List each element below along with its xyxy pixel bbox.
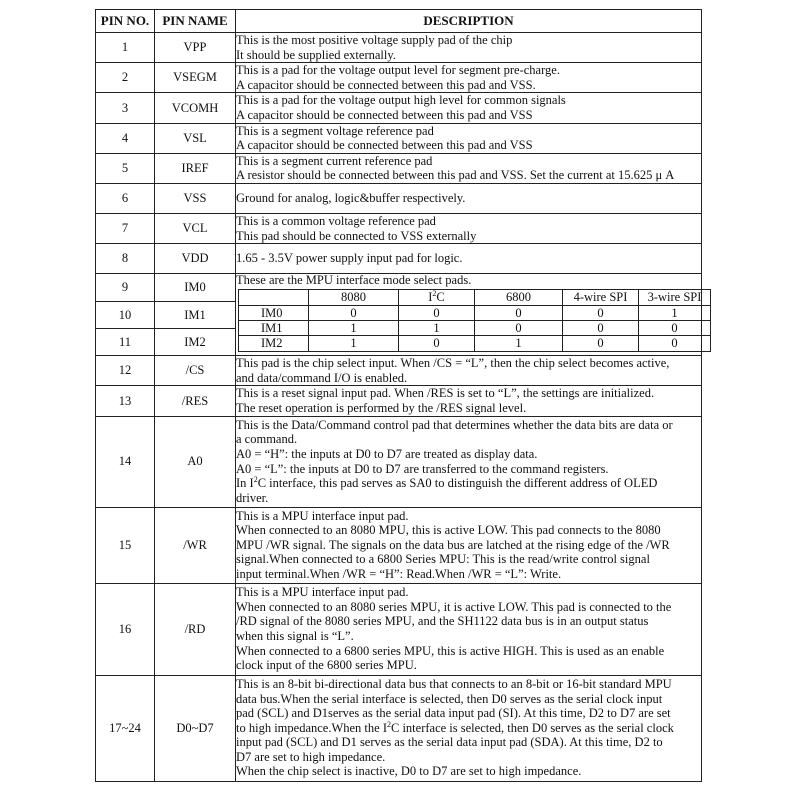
mode-row-label: IM2 (239, 336, 309, 351)
description-line: This is an 8-bit bi-directional data bus that connects to an 8-bit or 16-bit standard MPU (236, 676, 672, 691)
description-line: D7 are set to high impedance. (236, 749, 386, 764)
pin-description (236, 93, 702, 123)
pin-description (236, 183, 702, 213)
pin-description (236, 123, 702, 153)
pin-number: 8 (96, 244, 155, 274)
mode-cell: 0 (563, 305, 639, 320)
description-line: It should be supplied externally. (236, 47, 396, 62)
header-pin-name: PIN NAME (155, 10, 236, 33)
description-line: This pad should be connected to VSS externally (236, 228, 477, 243)
description-line: A resistor should be connected between this pad and VSS. Set the current at 15.625 μ A (236, 168, 675, 183)
pin-description (236, 274, 702, 356)
mode-row-label: IM1 (239, 320, 309, 335)
mode-header-row (239, 290, 711, 305)
interface-mode-table (238, 289, 711, 352)
mode-cell: 0 (639, 336, 711, 351)
mode-header: 3-wire SPI (639, 290, 711, 305)
description-line: This is a reset signal input pad. When /RES is set to “L”, the settings are initialized. (236, 386, 655, 401)
mode-cell: 0 (309, 305, 399, 320)
pin-number: 1 (96, 33, 155, 63)
description-line: signal.When connected to a 6800 Series MPU: This is the read/write control signal (236, 552, 650, 567)
mode-cell: 1 (639, 305, 711, 320)
pin-number: 3 (96, 93, 155, 123)
mode-cell: 1 (475, 336, 563, 351)
description-line: When connected to an 8080 MPU, this is active LOW. This pad connects to the 8080 (236, 523, 661, 538)
mode-header: $I^2C$ (399, 290, 475, 305)
description-line: This is a MPU interface input pad. (236, 508, 409, 523)
description-line: to high impedance.When the $I^2C$ interface is selected, then D0 serves as the serial clock (236, 720, 674, 735)
header-description: DESCRIPTION (236, 10, 702, 33)
table-row (96, 183, 702, 213)
description-line: a command. (236, 432, 298, 447)
table-row (96, 386, 702, 416)
description-line: /RD signal of the 8080 series MPU, and the SH1122 data bus is in an output status (236, 614, 649, 629)
mode-header: 8080 (309, 290, 399, 305)
pin-name: VSS (155, 183, 236, 213)
header-pin-no: PIN NO. (96, 10, 155, 33)
mode-cell: 0 (475, 305, 563, 320)
table-row (96, 93, 702, 123)
pin-description (236, 153, 702, 183)
description-line: This is a common voltage reference pad (236, 213, 436, 228)
mode-header: 6800 (475, 290, 563, 305)
description-line: A0 = “L”: the inputs at D0 to D7 are transferred to the command registers. (236, 461, 609, 476)
pin-number: 2 (96, 63, 155, 93)
description-line: This is a pad for the voltage output high level for common signals (236, 93, 566, 108)
description-line: When connected to an 8080 series MPU, it is active LOW. This pad is connected to the (236, 599, 672, 614)
mode-cell: 0 (399, 336, 475, 351)
description-line: MPU /WR signal. The signals on the data bus are latched at the rising edge of the /WR (236, 537, 670, 552)
table-row (96, 675, 702, 781)
pin-description (236, 416, 702, 507)
description-line: and data/command I/O is enabled. (236, 370, 408, 385)
mode-row (239, 320, 711, 335)
description-line: A0 = “H”: the inputs at D0 to D7 are treated as display data. (236, 446, 538, 461)
description-line: input pad (SCL) and D1 serves as the serial data input pad (SDA). At this time, D2 to (236, 735, 663, 750)
header-row (96, 10, 702, 33)
description-line: A capacitor should be connected between this pad and VSS (236, 107, 533, 122)
description-line: Ground for analog, logic&buffer respectively. (236, 191, 466, 206)
table-row (96, 33, 702, 63)
pin-name: VCOMH (155, 93, 236, 123)
mode-cell: 1 (309, 336, 399, 351)
description-line: clock input of the 6800 series MPU. (236, 658, 417, 673)
table-row (96, 416, 702, 507)
description-line: This is a segment current reference pad (236, 153, 433, 168)
pin-description (236, 213, 702, 243)
pin-description (236, 675, 702, 781)
pin-name: /RES (155, 386, 236, 416)
pin-name: VSL (155, 123, 236, 153)
pin-name: /WR (155, 507, 236, 583)
mode-header: 4-wire SPI (563, 290, 639, 305)
description-line: 1.65 - 3.5V power supply input pad for logic. (236, 251, 463, 266)
pin-name: IM1 (155, 302, 236, 329)
description-line: when this signal is “L”. (236, 629, 354, 643)
pin-name: /CS (155, 356, 236, 386)
table-row (96, 153, 702, 183)
table-row (96, 356, 702, 386)
pin-description (236, 583, 702, 675)
pin-number: 13 (96, 386, 155, 416)
pin-number: 5 (96, 153, 155, 183)
table-row (96, 63, 702, 93)
description-line: The reset operation is performed by the /RES signal level. (236, 400, 527, 415)
description-line: driver. (236, 490, 269, 505)
mode-cell: 0 (563, 320, 639, 335)
description-line: This is the most positive voltage supply pad of the chip (236, 33, 513, 47)
pin-number: 16 (96, 583, 155, 675)
table-row (96, 507, 702, 583)
description-line: This is a MPU interface input pad. (236, 585, 409, 600)
pin-name: /RD (155, 583, 236, 675)
pin-number: 11 (96, 329, 155, 356)
table-row (96, 123, 702, 153)
pin-name: IREF (155, 153, 236, 183)
pin-name: VDD (155, 244, 236, 274)
description-line: input terminal.When /WR = “H”: Read.When /WR = “L”: Write. (236, 566, 562, 581)
pin-number: 10 (96, 302, 155, 329)
pin-number: 14 (96, 416, 155, 507)
pin-description (236, 63, 702, 93)
table-row (96, 213, 702, 243)
mode-cell: 1 (309, 320, 399, 335)
pin-number: 6 (96, 183, 155, 213)
pin-number: 17~24 (96, 675, 155, 781)
pin-number: 9 (96, 274, 155, 302)
pin-name: IM2 (155, 329, 236, 356)
description-line: This is a segment voltage reference pad (236, 123, 434, 138)
pin-name: VSEGM (155, 63, 236, 93)
pin-description-table (95, 9, 702, 782)
description-line: This pad is the chip select input. When /CS = “L”, then the chip select becomes active, (236, 356, 670, 371)
mode-cell: 0 (399, 305, 475, 320)
pin-name: A0 (155, 416, 236, 507)
description-line: A capacitor should be connected between this pad and VSS (236, 138, 533, 153)
mode-cell: 0 (475, 320, 563, 335)
pin-number: 7 (96, 213, 155, 243)
description-line: This is a pad for the voltage output level for segment pre-charge. (236, 63, 560, 78)
description-line: These are the MPU interface mode select pads. (236, 272, 472, 287)
mode-cell: 0 (563, 336, 639, 351)
pin-number: 15 (96, 507, 155, 583)
description-line: A capacitor should be connected between this pad and VSS. (236, 77, 536, 92)
table-row (96, 583, 702, 675)
pin-description (236, 507, 702, 583)
description-line: This is the Data/Command control pad that determines whether the data bits are data or (236, 417, 673, 432)
pin-description (236, 33, 702, 63)
pin-description (236, 244, 702, 274)
mode-cell: 1 (399, 320, 475, 335)
pin-name: D0~D7 (155, 675, 236, 781)
mode-row (239, 305, 711, 320)
description-line: When the chip select is inactive, D0 to D7 are set to high impedance. (236, 764, 582, 779)
pin-number: 12 (96, 356, 155, 386)
pin-name: VPP (155, 33, 236, 63)
table-row (96, 244, 702, 274)
pin-number: 4 (96, 123, 155, 153)
mode-row-label: IM0 (239, 305, 309, 320)
mode-row (239, 336, 711, 351)
pin-name: IM0 (155, 274, 236, 302)
mode-cell: 0 (639, 320, 711, 335)
pin-description (236, 356, 702, 386)
description-line: When connected to a 6800 series MPU, this is active HIGH. This is used as an enable (236, 643, 665, 658)
pin-name: VCL (155, 213, 236, 243)
pin-description (236, 386, 702, 416)
description-line: pad (SCL) and D1serves as the serial data input pad (SI). At this time, D2 to D7 are set (236, 706, 671, 721)
description-line: data bus.When the serial interface is selected, then D0 serves as the serial clock input (236, 691, 663, 706)
description-line: In $I^2C$ interface, this pad serves as SA0 to distinguish the different address of OLED (236, 476, 658, 491)
table-row (96, 274, 702, 302)
